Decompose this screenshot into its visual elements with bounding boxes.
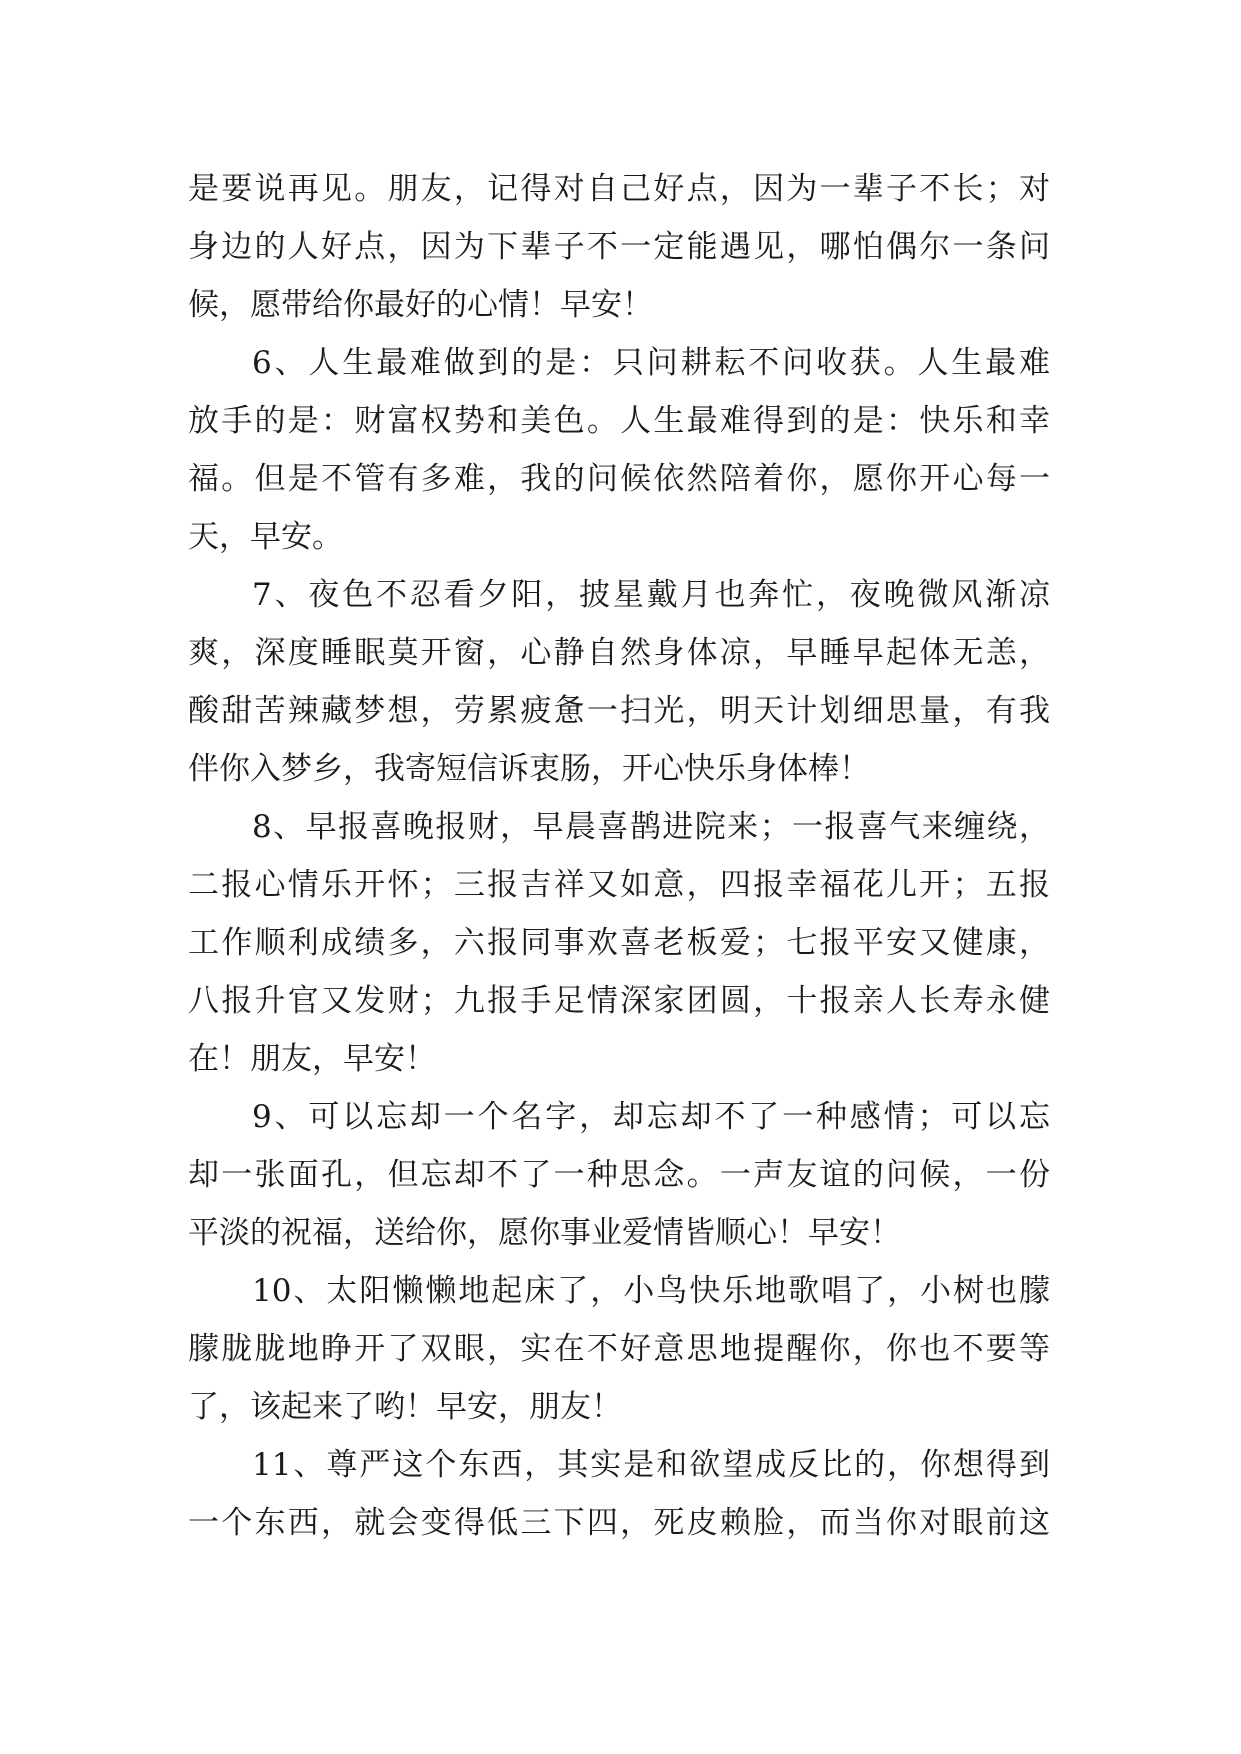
text-line: 伴你入梦乡，我寄短信诉衷肠，开心快乐身体棒！ — [188, 751, 870, 787]
text-line: 天，早安。 — [188, 519, 343, 555]
text-line: 放手的是：财富权势和美色。人生最难得到的是：快乐和幸 — [188, 403, 1050, 439]
document-body — [188, 160, 1050, 1552]
text-line: 福。但是不管有多难，我的问候依然陪着你，愿你开心每一 — [188, 461, 1050, 497]
text-line: 了，该起来了哟！早安，朋友！ — [188, 1389, 622, 1425]
text-line: 平淡的祝福，送给你，愿你事业爱情皆顺心！早安！ — [188, 1215, 901, 1251]
text-line: 一个东西，就会变得低三下四，死皮赖脸，而当你对眼前这 — [188, 1505, 1050, 1541]
text-line: 候，愿带给你最好的心情！早安！ — [188, 287, 653, 323]
text-line: 工作顺利成绩多，六报同事欢喜老板爱；七报平安又健康， — [188, 925, 1050, 961]
paragraph-start-line: 9、可以忘却一个名字，却忘却不了一种感情；可以忘 — [252, 1099, 1050, 1135]
paragraph-start-line: 6、人生最难做到的是：只问耕耘不问收获。人生最难 — [252, 345, 1050, 381]
text-line: 酸甜苦辣藏梦想，劳累疲惫一扫光，明天计划细思量，有我 — [188, 693, 1050, 729]
text-line: 却一张面孔，但忘却不了一种思念。一声友谊的问候，一份 — [188, 1157, 1050, 1193]
text-line: 二报心情乐开怀；三报吉祥又如意，四报幸福花儿开；五报 — [188, 867, 1050, 903]
text-line: 朦胧胧地睁开了双眼，实在不好意思地提醒你，你也不要等 — [188, 1331, 1050, 1367]
paragraph-start-line: 8、早报喜晚报财，早晨喜鹊进院来；一报喜气来缠绕， — [252, 809, 1050, 845]
paragraph-start-line: 7、夜色不忍看夕阳，披星戴月也奔忙，夜晚微风渐凉 — [252, 577, 1050, 613]
text-line: 是要说再见。朋友，记得对自己好点，因为一辈子不长；对 — [188, 171, 1050, 207]
paragraph-start-line: 11、尊严这个东西，其实是和欲望成反比的，你想得到 — [252, 1447, 1050, 1483]
text-line: 爽，深度睡眠莫开窗，心静自然身体凉，早睡早起体无恙， — [188, 635, 1050, 671]
paragraph-start-line: 10、太阳懒懒地起床了，小鸟快乐地歌唱了，小树也朦 — [252, 1273, 1050, 1309]
text-line: 八报升官又发财；九报手足情深家团圆，十报亲人长寿永健 — [188, 983, 1050, 1019]
text-line: 身边的人好点，因为下辈子不一定能遇见，哪怕偶尔一条问 — [188, 229, 1050, 265]
text-line: 在！朋友，早安！ — [188, 1041, 436, 1077]
